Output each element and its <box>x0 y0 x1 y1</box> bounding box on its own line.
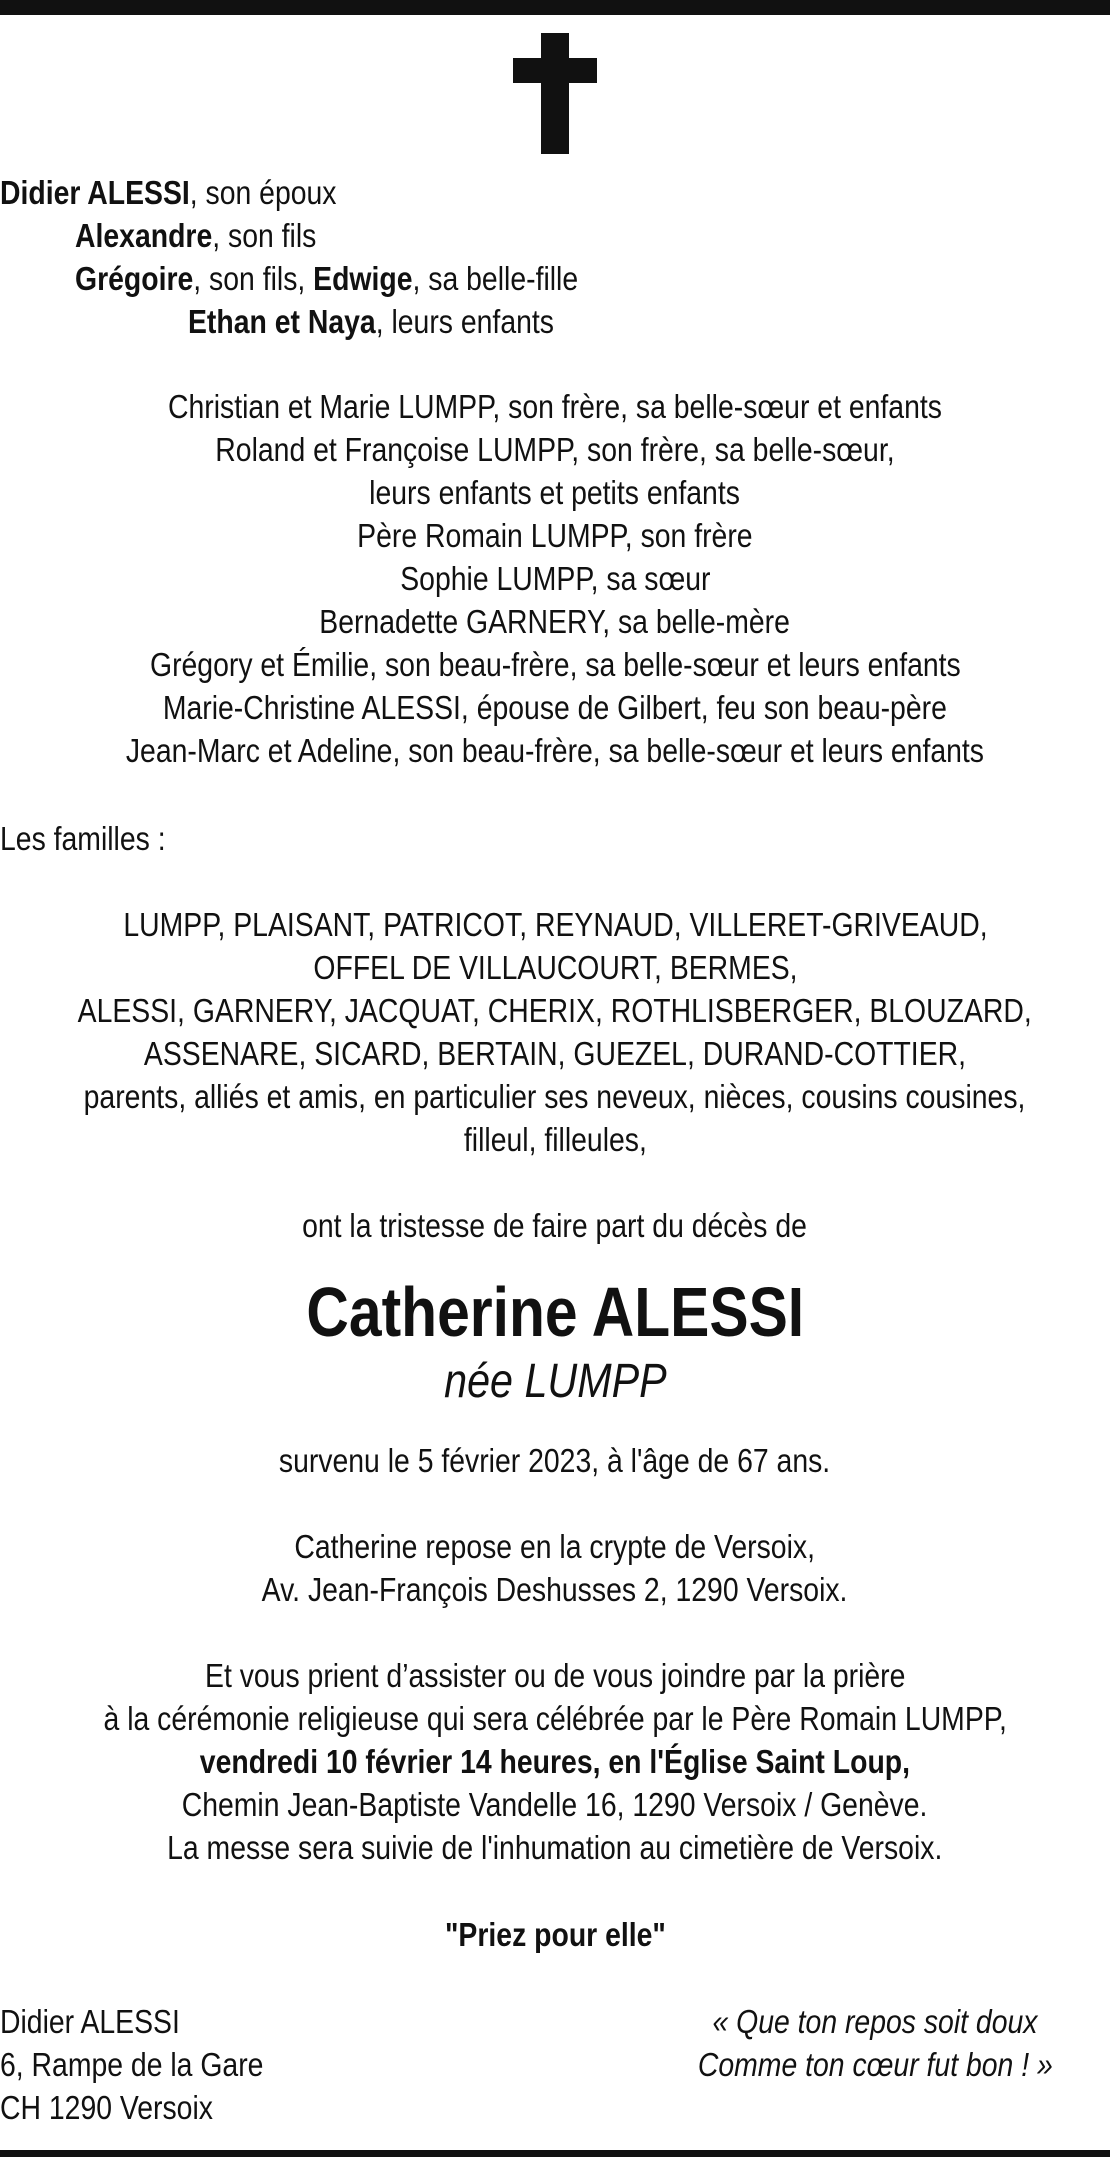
relative-line: Roland et Françoise LUMPP, son frère, sa belle-sœur, <box>215 431 895 468</box>
family-line-spouse: Didier ALESSI, son époux <box>0 174 337 211</box>
ceremony-line: Et vous prient d’assister ou de vous joindre par la prière <box>204 1657 906 1694</box>
address-line: CH 1290 Versoix <box>0 2089 213 2126</box>
family-names-line: ASSENARE, SICARD, BERTAIN, GUEZEL, DURAND-COTTIER, <box>143 1035 967 1072</box>
death-info-text: survenu le 5 février 2023, à l'âge de 67 ans. <box>279 1442 831 1479</box>
relative-line: Christian et Marie LUMPP, son frère, sa belle-sœur et enfants <box>168 388 942 425</box>
address-line: 6, Rampe de la Gare <box>0 2046 264 2083</box>
repose-line: Catherine repose en la crypte de Versoix, <box>294 1528 816 1565</box>
family-line-son-2: Grégoire, son fils, Edwige, sa belle-fille <box>75 260 579 297</box>
top-border <box>0 0 1110 15</box>
deceased-name-text: Catherine ALESSI <box>306 1273 804 1351</box>
relative-line: Jean-Marc et Adeline, son beau-frère, sa belle-sœur et leurs enfants <box>125 732 985 769</box>
family-names-line: ALESSI, GARNERY, JACQUAT, CHERIX, ROTHLISBERGER, BLOUZARD, <box>77 992 1033 1029</box>
deceased-name <box>0 1272 1110 1352</box>
relative-line: Père Romain LUMPP, son frère <box>357 517 753 554</box>
family-names-line: parents, alliés et amis, en particulier ses neveux, nièces, cousins cousines, <box>84 1078 1026 1115</box>
relative-line: Grégory et Émilie, son beau-frère, sa belle-sœur et leurs enfants <box>149 646 961 683</box>
family-line-grandchildren: Ethan et Naya, leurs enfants <box>188 303 554 340</box>
relative-line: leurs enfants et petits enfants <box>369 474 741 511</box>
maiden-name <box>0 1352 1110 1412</box>
bottom-border <box>0 2150 1110 2157</box>
closing-quote <box>640 2000 1110 2086</box>
announcement <box>0 1204 1110 1247</box>
quote-line: Comme ton cœur fut bon ! » <box>697 2046 1053 2083</box>
ceremony-line: La messe sera suivie de l'inhumation au cimetière de Versoix. <box>167 1829 943 1866</box>
repose-line: Av. Jean-François Deshusses 2, 1290 Versoix. <box>262 1571 848 1608</box>
family-names-line: OFFEL DE VILLAUCOURT, BERMES, <box>312 949 798 986</box>
family-names-line: filleul, filleules, <box>463 1121 647 1158</box>
relative-line: Sophie LUMPP, sa sœur <box>399 560 711 597</box>
repose-info <box>0 1525 1110 1611</box>
families-list <box>0 903 1110 1161</box>
quote-line: « Que ton repos soit doux <box>712 2003 1038 2040</box>
families-label: Les familles : <box>0 820 166 857</box>
relative-line: Marie-Christine ALESSI, épouse de Gilbert, feu son beau-père <box>162 689 948 726</box>
family-line-son-1: Alexandre, son fils <box>75 217 317 254</box>
relative-line: Bernadette GARNERY, sa belle-mère <box>319 603 791 640</box>
prayer-text: "Priez pour elle" <box>444 1916 666 1953</box>
ceremony-info <box>0 1654 1110 1869</box>
prayer <box>0 1913 1110 1956</box>
cross-icon <box>513 33 597 154</box>
relatives-list <box>0 385 1110 772</box>
ceremony-line: à la cérémonie religieuse qui sera célébrée par le Père Romain LUMPP, <box>103 1700 1007 1737</box>
family-names-line: LUMPP, PLAISANT, PATRICOT, REYNAUD, VILLERET-GRIVEAUD, <box>122 906 988 943</box>
ceremony-date-line: vendredi 10 février 14 heures, en l'Église Saint Loup, <box>199 1743 911 1780</box>
death-info <box>0 1439 1110 1482</box>
address-line: Didier ALESSI <box>0 2003 180 2040</box>
announcement-text: ont la tristesse de faire part du décès de <box>302 1207 808 1244</box>
maiden-name-text: née LUMPP <box>443 1355 667 1408</box>
ceremony-line: Chemin Jean-Baptiste Vandelle 16, 1290 Versoix / Genève. <box>182 1786 928 1823</box>
